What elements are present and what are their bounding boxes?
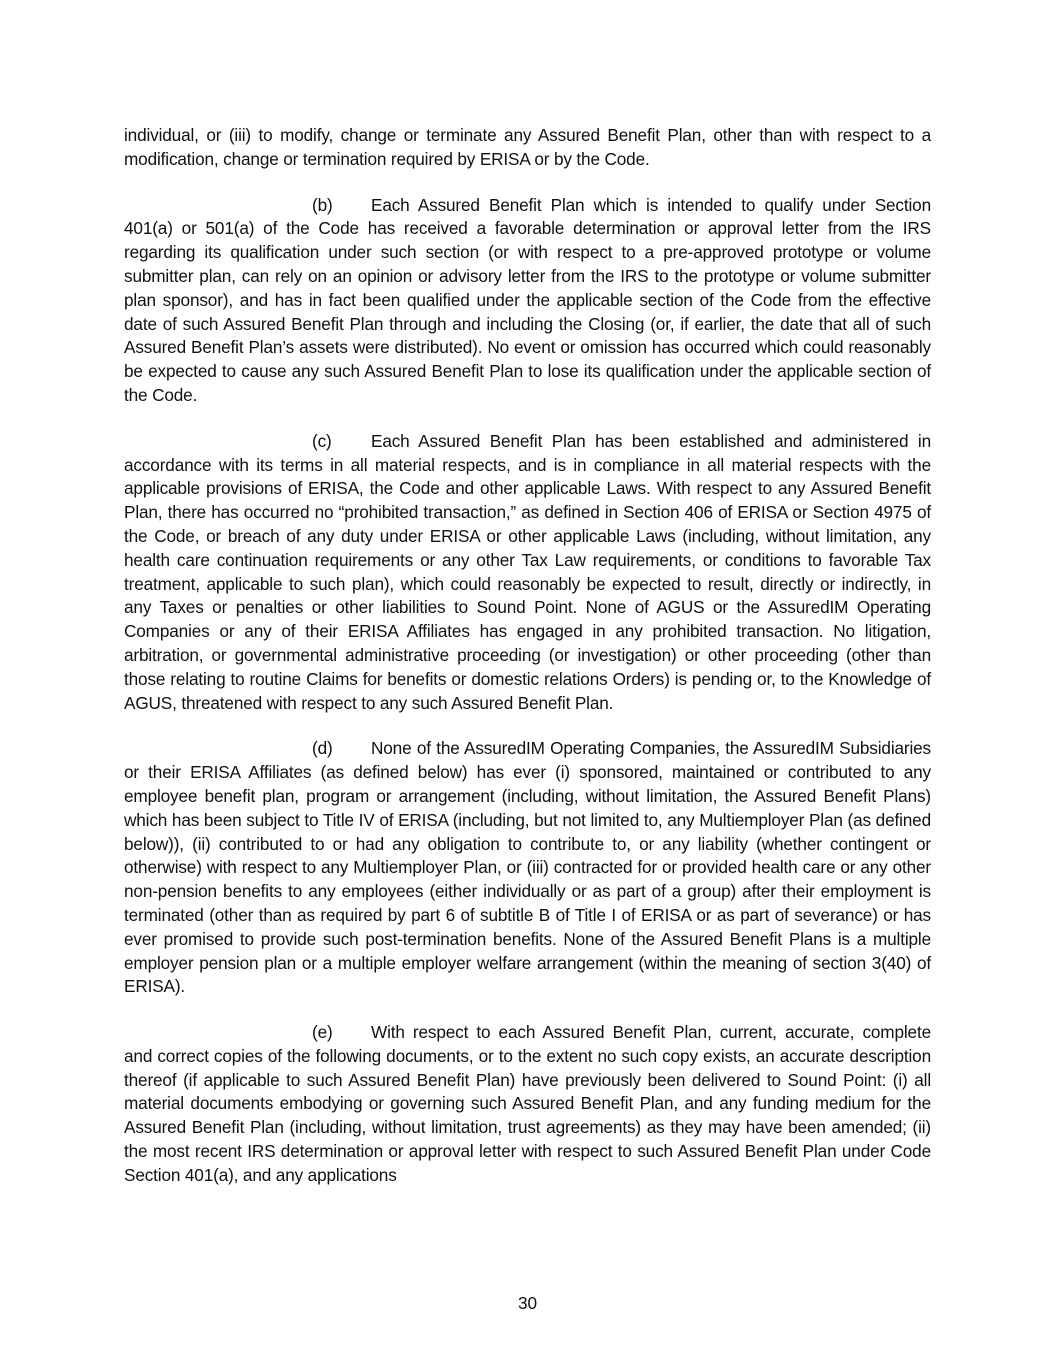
paragraph-text: None of the AssuredIM Operating Companies, the AssuredIM Subsidiaries or their ERISA Affiliates (as defined below) has ever (i) sponsored, maintained or contributed to any employee benefit plan, program or arrangement (including, without limitation, the Assured Benefit Plans) which has been subject to Title IV of ERISA (including, but not limited to, any Multiemployer Plan (as defined below)), (ii) contributed to or had any obligation to contribute to, or any liability (whether contingent or otherwise) with respect to any Multiemployer Plan, or (iii) contracted for or provided health care or any other non-pension benefits to any employees (either individually or as part of a group) after their employment is terminated (other than as required by part 6 of subtitle B of Title I of ERISA or as part of severance) or has ever promised to provide such post-termination benefits. None of the Assured Benefit Plans is a multiple employer pension plan or a multiple employer welfare arrangement (within the meaning of section 3(40) of ERISA). <box>124 738 931 997</box>
paragraph-b <box>124 194 931 408</box>
paragraph-continuation <box>124 124 931 172</box>
paragraph-e <box>124 1021 931 1188</box>
paragraph-marker: (e) <box>312 1022 333 1043</box>
paragraph-text: With respect to each Assured Benefit Plan, current, accurate, complete and correct copies of the following documents, or to the extent no such copy exists, an accurate description thereof (if applicable to such Assured Benefit Plan) have previously been delivered to Sound Point: (i) all material documents embodying or governing such Assured Benefit Plan, and any funding medium for the Assured Benefit Plan (including, without limitation, trust agreements) as they may have been amended; (ii) the most recent IRS determination or approval letter with respect to such Assured Benefit Plan under Code Section 401(a), and any applications <box>124 1022 931 1185</box>
paragraph-text: Each Assured Benefit Plan which is intended to qualify under Section 401(a) or 501(a) of the Code has received a favorable determination or approval letter from the IRS regarding its qualification under such section (or with respect to a pre-approved prototype or volume submitter plan, can rely on an opinion or advisory letter from the IRS to the prototype or volume submitter plan sponsor), and has in fact been qualified under the applicable section of the Code from the effective date of such Assured Benefit Plan through and including the Closing (or, if earlier, the date that all of such Assured Benefit Plan’s assets were distributed). No event or omission has occurred which could reasonably be expected to cause any such Assured Benefit Plan to lose its qualification under the applicable section of the Code. <box>124 194 931 405</box>
paragraph-marker: (d) <box>312 738 333 759</box>
paragraph-marker: (c) <box>312 430 332 451</box>
paragraph-d <box>124 737 931 999</box>
document-page <box>124 124 931 1210</box>
paragraph-c <box>124 430 931 716</box>
paragraph-marker: (b) <box>312 194 333 215</box>
paragraph-text: individual, or (iii) to modify, change or terminate any Assured Benefit Plan, other than with respect to a modification, change or termination required by ERISA or by the Code. <box>124 125 931 169</box>
paragraph-text: Each Assured Benefit Plan has been established and administered in accordance with its terms in all material respects, and is in compliance in all material respects with the applicable provisions of ERISA, the Code and other applicable Laws. With respect to any Assured Benefit Plan, there has occurred no “prohibited transaction,” as defined in Section 406 of ERISA or Section 4975 of the Code, or breach of any duty under ERISA or other applicable Laws (including, without limitation, any health care continuation requirements or any other Tax Law requirements, or conditions to favorable Tax treatment, applicable to such plan), which could reasonably be expected to result, directly or indirectly, in any Taxes or penalties or other liabilities to Sound Point. None of AGUS or the AssuredIM Operating Companies or any of their ERISA Affiliates has engaged in any prohibited transaction. No litigation, arbitration, or governmental administrative proceeding (or investigation) or other proceeding (other than those relating to routine Claims for benefits or domestic relations Orders) is pending or, to the Knowledge of AGUS, threatened with respect to any such Assured Benefit Plan. <box>124 430 931 713</box>
page-number: 30 <box>517 1293 538 1313</box>
